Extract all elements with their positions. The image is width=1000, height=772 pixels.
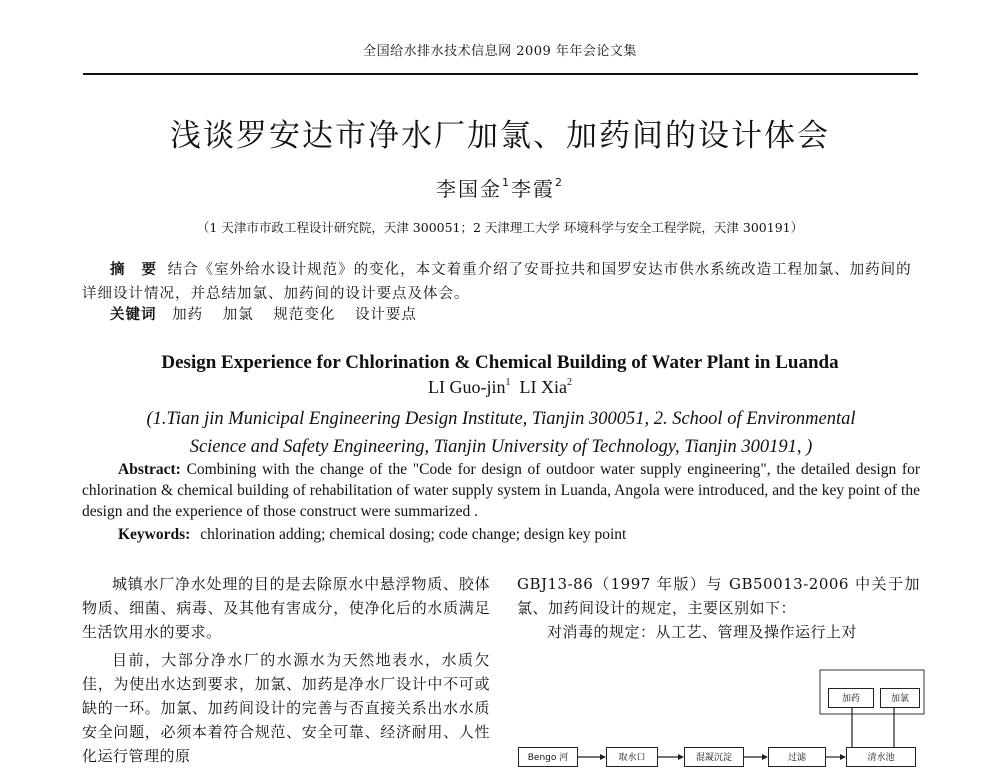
english-author-list (0, 377, 1000, 398)
journal-header: 全国给水排水技术信息网 2009 年年会论文集 (363, 44, 637, 59)
english-title: Design Experience for Chlorination & Chemical Building of Water Plant in Luanda (161, 352, 839, 373)
diagram-box-river: Bengo 河 (518, 747, 578, 767)
english-abstract-text: Combining with the change of the "Code for design of outdoor water supply engineering", the detailed design for chlorination & chemical building of rehabilitation of water supply system in Luanda, Angola were introduced, and the key point of the design and the experience of those construct were summarized . (82, 461, 920, 520)
english-author-name: LI Xia (519, 377, 567, 397)
english-affiliation-line: (1.Tian jin Municipal Engineering Design Institute, Tianjin 300051, 2. School of Environmental (146, 409, 856, 429)
diagram-box-filtration: 过滤 (768, 747, 826, 767)
english-keywords (118, 526, 626, 544)
abstract-cn-label: 摘 要 (110, 261, 163, 278)
keyword: 加药 (172, 307, 204, 323)
paper-title: 浅谈罗安达市净水厂加氯、加药间的设计体会 (170, 118, 830, 154)
keyword: 设计要点 (354, 307, 417, 323)
english-author-mark: 2 (566, 377, 572, 388)
author-affiliation-mark: 2 (555, 176, 564, 189)
author-affiliation-mark: 1 (502, 176, 511, 189)
body-paragraph: 对消毒的规定：从工艺、管理及操作运行上对 (547, 623, 858, 641)
author-name: 李国金 (436, 177, 502, 201)
author-name: 李霞 (511, 177, 555, 201)
body-paragraph: 城镇水厂净水处理的目的是去除原水中悬浮物质、胶体物质、细菌、病毒、及其他有害成分，使净化后的水质满足生活饮用水的要求。 (82, 575, 490, 641)
keywords-cn (110, 303, 431, 324)
abstract-cn-text: 结合《室外给水设计规范》的变化，本文着重介绍了安哥拉共和国罗安达市供水系统改造工程加氯、加药间的详细设计情况，并总结加氯、加药间的设计要点及体会。 (82, 262, 912, 302)
body-right-column (517, 572, 920, 644)
diagram-box-chlorine: 加氯 (880, 688, 920, 708)
affiliation: （1 天津市市政工程设计研究院，天津 300051；2 天津理工大学 环境科学与安全工程学院，天津 300191） (196, 220, 804, 235)
english-affiliation (82, 405, 920, 461)
english-abstract-label: Abstract: (118, 461, 181, 478)
english-author-name: LI Guo-jin (428, 377, 506, 397)
author-list (0, 173, 1000, 202)
english-keywords-text: chlorination adding; chemical dosing; code change; design key point (200, 526, 627, 543)
process-flow-diagram (510, 668, 925, 763)
abstract-cn (82, 258, 920, 306)
diagram-box-coagulation: 混凝沉淀 (684, 747, 744, 767)
english-affiliation-line: Science and Safety Engineering, Tianjin University of Technology, Tianjin 300191, ) (189, 437, 813, 457)
body-left-column (82, 572, 490, 772)
keywords-cn-label: 关键词 (110, 306, 157, 323)
body-paragraph: 目前，大部分净水厂的水源水为天然地表水，水质欠佳，为使出水达到要求，加氯、加药是净水厂设计中不可或缺的一环。加氯、加药间设计的完善与否直接关系出水水质安全问题，必须本着符合规范、安全可靠、经济耐用、人性化运行管理的原 (82, 651, 490, 765)
diagram-box-intake: 取水口 (606, 747, 658, 767)
keyword: 加氯 (222, 307, 254, 323)
english-author-mark: 1 (505, 377, 511, 388)
english-abstract (82, 459, 920, 522)
diagram-box-clearwell: 清水池 (846, 747, 916, 767)
english-keywords-label: Keywords: (118, 526, 191, 543)
body-paragraph: GBJ13-86（1997 年版）与 GB50013-2006 中关于加氯、加药间设计的规定，主要区别如下： (517, 575, 920, 617)
header-rule (83, 73, 918, 75)
keyword: 规范变化 (273, 307, 336, 323)
diagram-box-dosing: 加药 (828, 688, 874, 708)
